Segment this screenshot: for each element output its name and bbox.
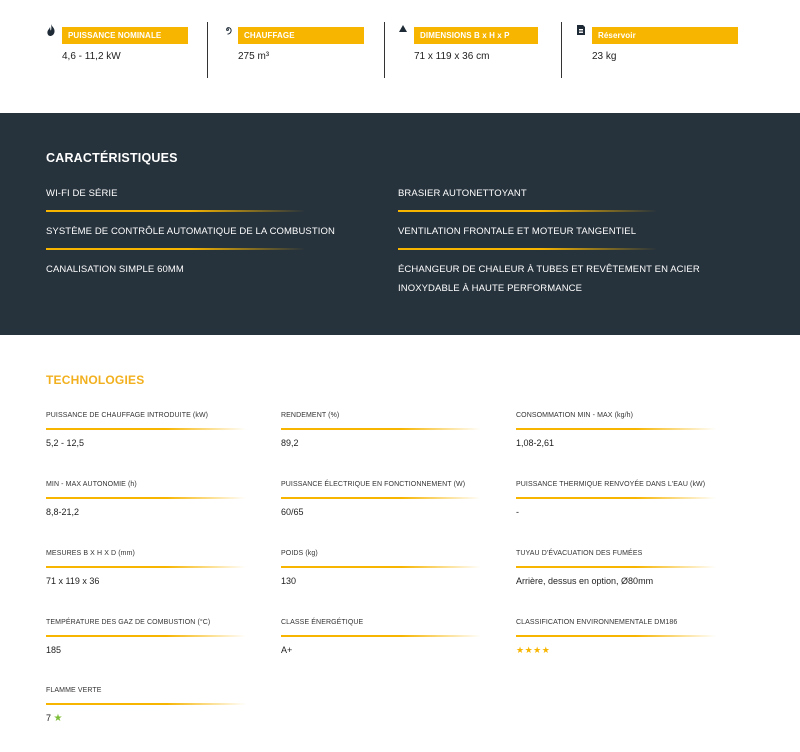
tech-value: 89,2 [281,437,299,448]
tech-underline [46,566,246,568]
tech-value: 8,8-21,2 [46,506,80,517]
spec-value: 71 x 119 x 36 cm [414,51,490,62]
specs-strip [0,0,800,113]
tech-underline [281,497,481,499]
tech-label: TEMPÉRATURE DES GAZ DE COMBUSTION (°C) [46,619,211,626]
tech-cell [46,411,256,448]
feature-label: VENTILATION FRONTALE ET MOTEUR TANGENTIEL [398,226,637,237]
divider [207,22,208,78]
tech-underline [516,428,716,430]
tech-value: 1,08-2,61 [516,437,555,448]
feature-item [46,260,316,279]
tech-underline [281,428,481,430]
tech-label: MESURES B X H X D (mm) [46,550,135,557]
tech-underline [46,703,246,705]
tech-value [46,713,256,724]
tech-value: 5,2 - 12,5 [46,437,85,448]
flame-icon [46,24,58,36]
tech-label: PUISSANCE ÉLECTRIQUE EN FONCTIONNEMENT (W) [281,481,466,488]
tech-label: TUYAU D'ÉVACUATION DES FUMÉES [516,550,643,557]
tech-label: CLASSIFICATION ENVIRONNEMENTALE DM186 [516,619,678,626]
tech-cell [281,549,491,586]
spec-value: 4,6 - 11,2 kW [62,51,121,62]
rating-stars-icon: ★★★★ [516,644,551,655]
tech-label: FLAMME VERTE [46,687,102,694]
feature-label: WI-FI DE SÉRIE [46,188,118,199]
feature-label: ÉCHANGEUR DE CHALEUR À TUBES ET REVÊTEMENT EN ACIER INOXYDABLE À HAUTE PERFORMANCE [398,264,700,294]
spec-label: DIMENSIONS B x H x P [414,27,538,44]
divider [384,22,385,78]
tech-cell [281,480,491,517]
tech-underline [516,497,716,499]
features-title: CARACTÉRISTIQUES [46,151,178,165]
tech-cell [46,480,256,517]
tech-value: 185 [46,644,62,655]
spec-value: 275 m³ [238,51,270,62]
tech-label: RENDEMENT (%) [281,412,340,419]
tech-value: Arrière, dessus en option, Ø80mm [516,575,654,586]
tech-cell [516,549,726,586]
tech-label: CONSOMMATION MIN - MAX (kg/h) [516,412,634,419]
tech-value: 60/65 [281,506,304,517]
tech-underline [516,566,716,568]
tech-value [516,645,726,656]
green-star-icon: ★ [53,712,63,724]
tech-cell [46,549,256,586]
feature-underline [46,210,306,212]
spec-heating [222,22,372,78]
tech-underline [46,635,246,637]
feature-label: SYSTÈME DE CONTRÔLE AUTOMATIQUE DE LA COMBUSTION [46,226,335,237]
spec-nominal-power [46,22,196,78]
feature-underline [398,210,658,212]
tech-cell [46,618,256,655]
feature-item [398,222,668,241]
tech-value: - [516,506,519,517]
feature-item [46,222,366,241]
heating-spiral-icon [222,24,234,36]
features-section [0,113,800,335]
tech-underline [46,428,246,430]
tech-label: CLASSE ÉNERGÉTIQUE [281,619,364,626]
spec-reservoir [576,22,746,78]
feature-item [398,184,668,203]
spec-label: Réservoir [592,27,738,44]
tech-value: 71 x 119 x 36 [46,575,100,586]
dimensions-icon [398,24,410,36]
tech-cell [516,618,726,656]
spec-value: 23 kg [592,51,617,62]
tech-underline [281,635,481,637]
spec-dimensions [398,22,548,78]
flamme-verte-value: 7 [46,712,52,723]
tech-cell [516,411,726,448]
tech-value: A+ [281,644,293,655]
technologies-title: TECHNOLOGIES [46,373,145,387]
divider [561,22,562,78]
feature-item [46,184,316,203]
tech-cell [281,618,491,655]
spec-label: CHAUFFAGE [238,27,364,44]
feature-item [398,260,738,298]
feature-underline [46,248,306,250]
tech-label: POIDS (kg) [281,550,318,557]
feature-underline [398,248,658,250]
tech-value: 130 [281,575,297,586]
tech-underline [516,635,716,637]
tech-label: MIN - MAX AUTONOMIE (h) [46,481,137,488]
spec-label: PUISSANCE NOMINALE [62,27,188,44]
tech-label: PUISSANCE DE CHAUFFAGE INTRODUITE (kW) [46,412,209,419]
tech-cell [516,480,726,517]
tech-underline [281,566,481,568]
feature-label: CANALISATION SIMPLE 60MM [46,264,184,275]
reservoir-icon [576,24,588,36]
feature-label: BRASIER AUTONETTOYANT [398,188,527,199]
tech-cell [46,686,256,724]
tech-label: PUISSANCE THERMIQUE RENVOYÉE DANS L'EAU (kW) [516,481,706,488]
tech-underline [46,497,246,499]
tech-cell [281,411,491,448]
